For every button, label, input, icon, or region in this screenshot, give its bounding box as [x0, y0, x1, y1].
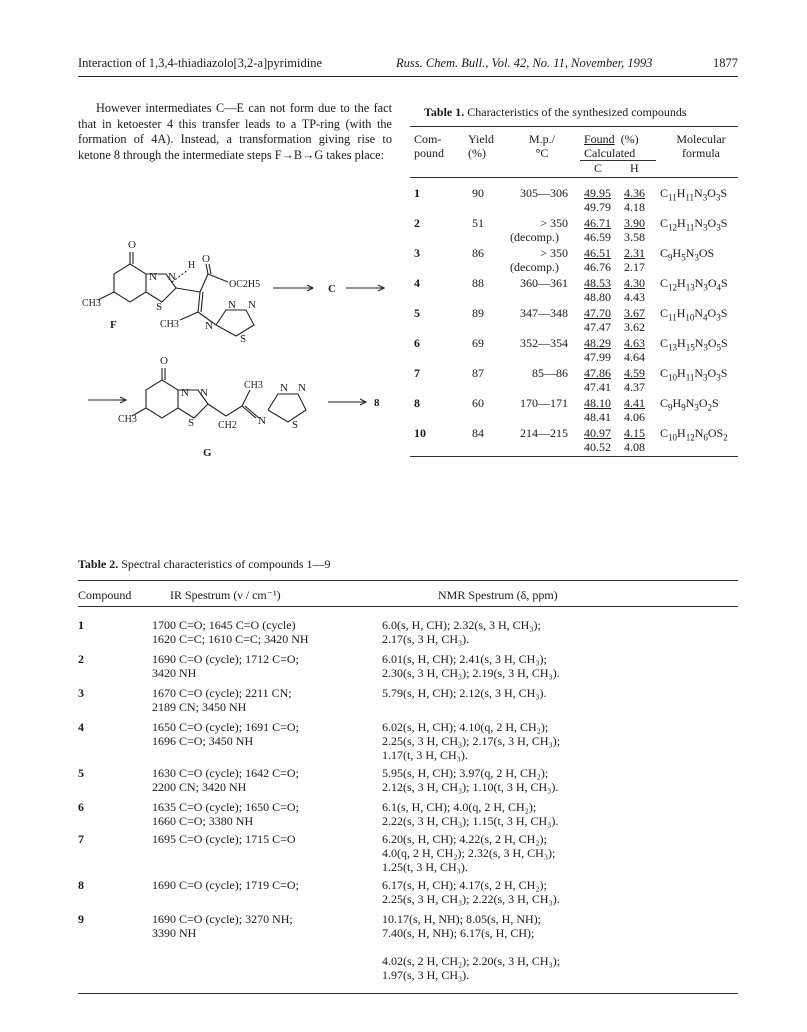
- table1-header-yield: Yield (%): [468, 132, 494, 160]
- table1-header-h: H: [630, 161, 639, 175]
- table1-cell-mp: 347—348: [520, 306, 568, 320]
- atom-H-F: H: [188, 260, 196, 271]
- table1-cell-calc-h: 4.43: [624, 290, 645, 304]
- table1-cell-found-h: 4.41: [624, 396, 645, 410]
- atom-N-G4: N: [280, 382, 288, 394]
- atom-S-G2: S: [292, 419, 299, 431]
- atom-N-F1: N: [149, 271, 157, 283]
- table1-cell-found-c: 48.29: [584, 336, 611, 350]
- atom-S-F: S: [156, 301, 163, 313]
- table2-cell-ir: 1690 C=O (cycle); 1712 C=O; 3420 NH: [152, 652, 299, 680]
- table2-cell-nmr: 6.17(s, H, CH); 4.17(s, 2 H, CH₂); 2.25(s, 3 H, CH₃); 2.22(s, 3 H, CH₃).: [382, 878, 560, 906]
- table1-cell-found-h: 4.63: [624, 336, 645, 350]
- table1-cell-formula: $C_{10}H_{11}N_3O_3S$: [660, 366, 728, 383]
- table2-cell-compound: 2: [78, 652, 84, 666]
- table2-cell-compound: 4: [78, 720, 84, 734]
- table1-cell-mp: 170—171: [520, 396, 568, 410]
- group-CH2-G: CH2: [218, 420, 237, 431]
- table1-cell-found-h: 4.59: [624, 366, 645, 380]
- table1-top-rule: [410, 126, 738, 127]
- table1-cell-calc-c: 46.76: [584, 260, 611, 274]
- group-CH3-G2: CH3: [244, 380, 263, 391]
- group-OC2H5: OC2H5: [229, 279, 261, 290]
- table1-cell-calc-h: 4.08: [624, 440, 645, 454]
- table1-cell-formula: $C_{11}H_{11}N_3O_3S$: [660, 186, 728, 203]
- table1-cell-formula: $C_9H_5N_3OS$: [660, 246, 715, 263]
- header-journal-citation: Russ. Chem. Bull., Vol. 42, No. 11, November, 1993: [396, 56, 653, 70]
- table1-cell-found-c: 40.97: [584, 426, 611, 440]
- table1-cell-compound: 8: [414, 396, 420, 410]
- table1-cell-found-c: 48.53: [584, 276, 611, 290]
- table2-cell-compound: 8: [78, 878, 84, 892]
- table1-cell-found-c: 47.86: [584, 366, 611, 380]
- table1-cell-formula: $C_{12}H_{11}N_3O_3S$: [660, 216, 728, 233]
- table1-cell-calc-c: 46.59: [584, 230, 611, 244]
- table1-cell-found-c: 49.95: [584, 186, 611, 200]
- table2-cell-nmr: 6.20(s, H, CH); 4.22(s, 2 H, CH₂); 4.0(q, 2 H, CH₂); 2.32(s, 3 H, CH₃); 1.25(t, 3 H, CH₃).: [382, 832, 556, 874]
- table1-cell-mp: 352—354: [520, 336, 568, 350]
- table2-cell-ir: 1635 C=O (cycle); 1650 C=O; 1660 C=O; 3380 NH: [152, 800, 299, 828]
- table1-header-pct: (%): [620, 132, 639, 146]
- group-CH3-F2: CH3: [160, 319, 179, 330]
- table1-cell-compound: 4: [414, 276, 420, 290]
- table2-cell-nmr: 6.0(s, H, CH); 2.32(s, 3 H, CH₃); 2.17(s, 3 H, CH₃).: [382, 618, 541, 646]
- table2-cell-ir: 1670 C=O (cycle); 2211 CN; 2189 CN; 3450 NH: [152, 686, 292, 714]
- table1-cell-mp: > 350: [540, 246, 568, 260]
- table1-cell-found-h: 3.67: [624, 306, 645, 320]
- atom-N-F4: N: [228, 299, 236, 311]
- table2-header-nmr: NMR Spestrum (δ, ppm): [438, 588, 558, 602]
- table1-cell-calc-c: 49.79: [584, 200, 611, 214]
- table2-cell-ir: 1650 C=O (cycle); 1691 C=O; 1696 C=O; 3450 NH: [152, 720, 299, 748]
- table1-cell-yield: 87: [472, 366, 484, 380]
- table2-cell-compound: 1: [78, 618, 84, 632]
- running-header: [78, 56, 738, 77]
- table2-cell-compound: 7: [78, 832, 84, 846]
- table1-cell-compound: 5: [414, 306, 420, 320]
- table1-header-rule: [410, 177, 738, 178]
- table1-cell-calc-h: 4.18: [624, 200, 645, 214]
- table2-cell-ir: 1690 C=O (cycle); 3270 NH; 3390 NH: [152, 912, 293, 940]
- table2-caption: [78, 557, 331, 572]
- atom-N-G1: N: [181, 387, 189, 399]
- page-number: 1877: [713, 56, 738, 70]
- molecule-G: [132, 368, 306, 422]
- table1-header-calculated: Calculated: [584, 146, 636, 160]
- table2-caption-label: Table 2.: [78, 557, 119, 571]
- group-CH3-F1: CH3: [82, 298, 101, 309]
- table1-caption-label: Table 1.: [424, 105, 465, 119]
- table1-cell-found-h: 4.15: [624, 426, 645, 440]
- table1-cell-yield: 88: [472, 276, 484, 290]
- table1-cell-yield: 69: [472, 336, 484, 350]
- label-G: G: [203, 447, 212, 459]
- table2-cell-compound: 9: [78, 912, 84, 926]
- table1-header-mp: M.p./ °C: [528, 132, 555, 160]
- atom-N-F3: N: [205, 320, 213, 332]
- table2-header-ir: IR Spestrum (ν / cm⁻¹): [170, 588, 281, 602]
- table1-cell-compound: 6: [414, 336, 420, 350]
- table1-cell-compound: 7: [414, 366, 420, 380]
- table2-cell-ir: 1690 C=O (cycle); 1719 C=O;: [152, 878, 299, 892]
- table2-cell-nmr: 6.02(s, H, CH); 4.10(q, 2 H, CH₂); 2.25(s, 3 H, CH₃); 2.17(s, 3 H, CH₃); 1.17(t, 3 H, CH₃).: [382, 720, 561, 762]
- table1-mid-rule: [580, 160, 656, 161]
- table1-cell-formula: $C_{10}H_{12}N_6OS_2$: [660, 426, 728, 443]
- table1-cell-found-c: 47.70: [584, 306, 611, 320]
- table1-cell-mp-note: (decomp.): [510, 260, 559, 274]
- table1-header-compound: Com- pound: [414, 132, 444, 160]
- table1-caption: [424, 105, 687, 120]
- table1-cell-compound: 2: [414, 216, 420, 230]
- table2-header-compound: Compound: [78, 588, 132, 602]
- table1-header-found: Found: [584, 132, 615, 146]
- table1-cell-calc-h: 3.62: [624, 320, 645, 334]
- table2-cell-nmr: 5.95(s, H, CH); 3.97(q, 2 H, CH₂); 2.12(s, 3 H, CH₃); 1.10(t, 3 H, CH₃).: [382, 766, 559, 794]
- table1-cell-found-h: 4.30: [624, 276, 645, 290]
- table1-cell-calc-c: 47.47: [584, 320, 611, 334]
- atom-N-G2: N: [200, 387, 208, 399]
- table2-cell-compound: 3: [78, 686, 84, 700]
- table1-cell-formula: $C_9H_9N_3O_2S$: [660, 396, 719, 413]
- table2-cell-compound: 6: [78, 800, 84, 814]
- table2-cell-ir: 1630 C=O (cycle); 1642 C=O; 2200 CN; 3420 NH: [152, 766, 299, 794]
- group-CH3-G1: CH3: [118, 414, 137, 425]
- table1-cell-found-c: 46.51: [584, 246, 611, 260]
- table1-cell-yield: 60: [472, 396, 484, 410]
- table1-cell-found-h: 4.36: [624, 186, 645, 200]
- table1-cell-yield: 51: [472, 216, 484, 230]
- table2-cell-nmr: 6.01(s, H, CH); 2.41(s, 3 H, CH₃); 2.30(s, 3 H, CH₃); 2.19(s, 3 H, CH₃).: [382, 652, 560, 680]
- table1-cell-mp: 305—306: [520, 186, 568, 200]
- table1-cell-mp: 360—361: [520, 276, 568, 290]
- table1-cell-calc-c: 40.52: [584, 440, 611, 454]
- table2-cell-nmr: 5.79(s, H, CH); 2.12(s, 3 H, CH₃).: [382, 686, 547, 700]
- table1-cell-calc-c: 48.41: [584, 410, 611, 424]
- atom-O-F2: O: [202, 253, 210, 265]
- table1-cell-calc-h: 3.58: [624, 230, 645, 244]
- table1-cell-yield: 86: [472, 246, 484, 260]
- table1-cell-mp: > 350: [540, 216, 568, 230]
- table1-cell-yield: 89: [472, 306, 484, 320]
- table1-header-found-group: [584, 132, 639, 146]
- table2-header-rule: [78, 606, 738, 607]
- atom-S-F2: S: [240, 333, 247, 345]
- table1-cell-compound: 3: [414, 246, 420, 260]
- table1-cell-mp-note: (decomp.): [510, 230, 559, 244]
- table2-bottom-rule: [78, 993, 738, 994]
- table1-cell-yield: 90: [472, 186, 484, 200]
- table1-cell-compound: 1: [414, 186, 420, 200]
- table1-cell-calc-h: 2.17: [624, 260, 645, 274]
- table1-header-c: C: [594, 161, 603, 175]
- table1-cell-yield: 84: [472, 426, 484, 440]
- table1-cell-calc-c: 47.41: [584, 380, 611, 394]
- table2-cell-ir: 1695 C=O (cycle); 1715 C=O: [152, 832, 296, 846]
- table1-cell-calc-c: 47.99: [584, 350, 611, 364]
- table1-cell-calc-h: 4.06: [624, 410, 645, 424]
- header-article-title: Interaction of 1,3,4-thiadiazolo[3,2-a]pyrimidine: [78, 56, 323, 70]
- label-F: F: [110, 319, 117, 331]
- atom-N-F2: N: [168, 271, 176, 283]
- atom-N-G3: N: [258, 415, 266, 427]
- table1-cell-mp: 214—215: [520, 426, 568, 440]
- table1-cell-formula: $C_{13}H_{15}N_3O_5S$: [660, 336, 728, 353]
- table1-caption-text: Characteristics of the synthesized compounds: [467, 105, 687, 119]
- intro-text: However intermediates C—E can not form due to the fact that in ketoester 4 this transfer leads to a TP-ring (with the formation of 4A). Instead, a transformation giving rise to ketone 8 through the intermediate steps F→B→G takes place:: [78, 101, 392, 162]
- table1-cell-calc-h: 4.37: [624, 380, 645, 394]
- table1-cell-found-h: 3.90: [624, 216, 645, 230]
- reaction-scheme: [78, 230, 408, 470]
- atom-N-G5: N: [298, 382, 306, 394]
- intro-paragraph: [78, 101, 392, 163]
- table2-caption-text: Spectral characteristics of compounds 1—9: [121, 557, 331, 571]
- table2-cell-nmr: 6.1(s, H, CH); 4.0(q, 2 H, CH₂); 2.22(s, 3 H, CH₃); 1.15(t, 3 H, CH₃).: [382, 800, 559, 828]
- table1-header-formula: Molecular formula: [676, 132, 726, 160]
- table1-cell-formula: $C_{11}H_{10}N_4O_3S$: [660, 306, 728, 323]
- table2-cell-ir: 1700 C=O; 1645 C=O (cycle) 1620 C=C; 1610 C=C; 3420 NH: [152, 618, 309, 646]
- table1-cell-calc-h: 4.64: [624, 350, 645, 364]
- atom-O-G: O: [160, 355, 168, 367]
- table1-cell-calc-c: 48.80: [584, 290, 611, 304]
- atom-S-G: S: [188, 417, 195, 429]
- atom-N-F5: N: [248, 299, 256, 311]
- table2-cell-nmr: 10.17(s, H, NH); 8.05(s, H, NH); 7.40(s, H, NH); 6.17(s, H, CH); 4.02(s, 2 H, CH₂); 2.20(s, 3 H, CH₃); 1.97(s, 3 H, CH₃).: [382, 912, 561, 982]
- table1-bottom-rule: [410, 456, 738, 457]
- table1-cell-found-c: 46.71: [584, 216, 611, 230]
- table2-cell-compound: 5: [78, 766, 84, 780]
- atom-O-F: O: [128, 239, 136, 251]
- table1-cell-mp: 85—86: [532, 366, 568, 380]
- table1-cell-formula: $C_{12}H_{13}N_3O_4S$: [660, 276, 728, 293]
- table1-cell-found-c: 48.10: [584, 396, 611, 410]
- table1-cell-compound: 10: [414, 426, 426, 440]
- label-8: 8: [374, 397, 380, 409]
- label-C: C: [328, 283, 336, 295]
- table2-top-rule: [78, 580, 738, 581]
- table1-cell-found-h: 2.31: [624, 246, 645, 260]
